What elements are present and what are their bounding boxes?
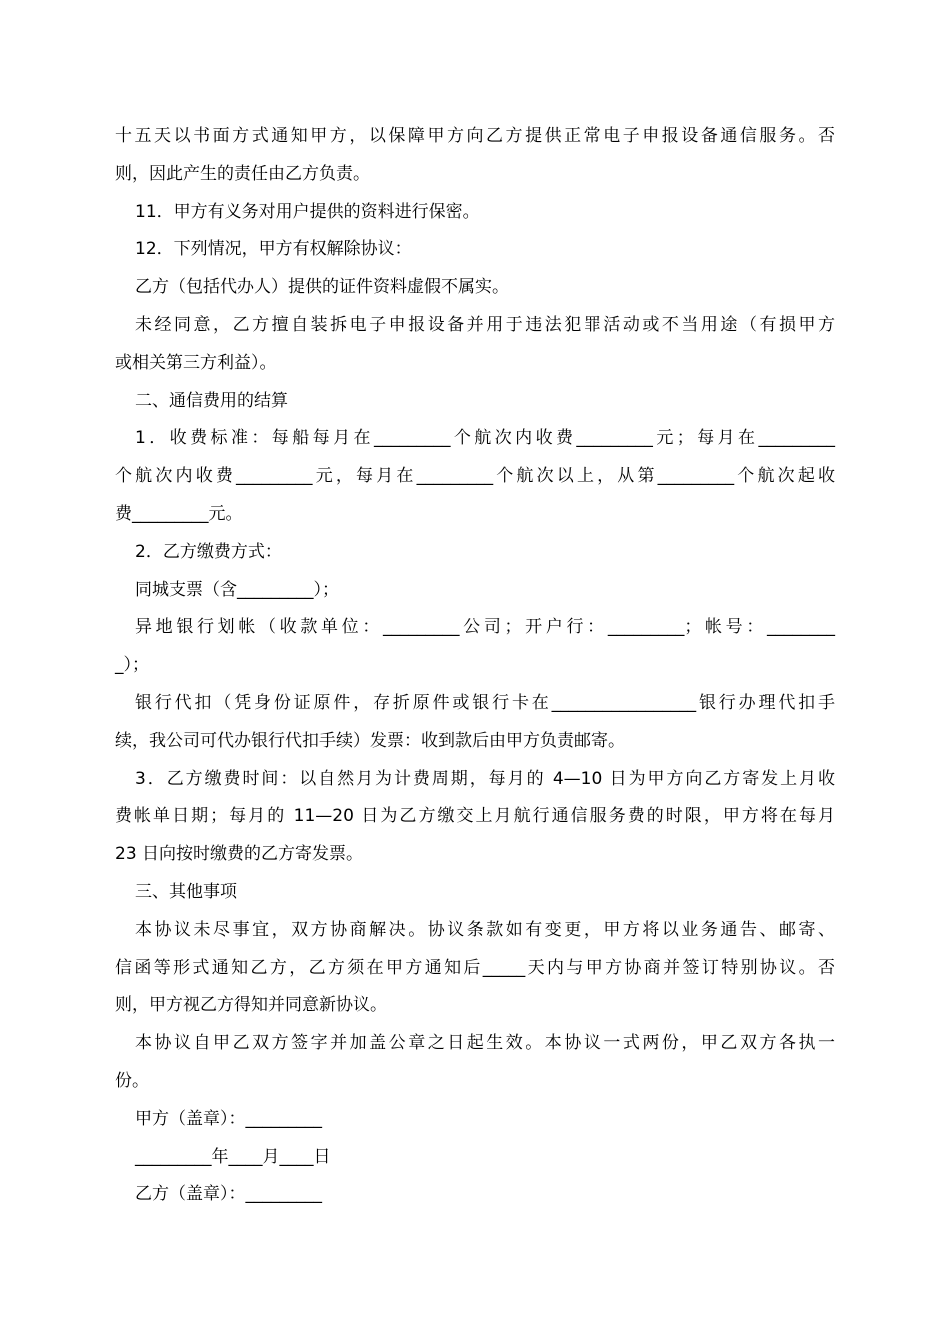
- text-line: [115, 1139, 835, 1177]
- text-line: [115, 269, 835, 307]
- text-line-content: 本协议未尽事宜，双方协商解决。协议条款如有变更，甲方将以业务通告、邮寄、: [135, 919, 835, 940]
- text-line: [115, 761, 835, 799]
- text-line: [115, 458, 835, 496]
- text-line-content: 同城支票（含_________）；: [135, 579, 339, 600]
- text-line-content: _）；: [115, 655, 149, 676]
- text-line-content: 12．下列情况，甲方有权解除协议：: [135, 239, 412, 260]
- text-line: [115, 609, 835, 647]
- document-body: [115, 118, 835, 1214]
- text-line: [115, 231, 835, 269]
- text-line-content: 3．乙方缴费时间：以自然月为计费周期，每月的 4—10 日为甲方向乙方寄发上月收: [135, 768, 835, 789]
- text-line-content: 则，因此产生的责任由乙方负责。: [115, 163, 370, 184]
- text-line-content: 二、通信费用的结算: [135, 390, 288, 411]
- text-line-content: 三、其他事项: [135, 881, 237, 902]
- text-line: [115, 345, 835, 383]
- text-line: [115, 496, 835, 534]
- text-line-content: 异地银行划帐（收款单位：_________公司；开户行：_________；帐号：________: [135, 617, 835, 638]
- text-line: [115, 1101, 835, 1139]
- text-line: [115, 723, 835, 761]
- text-line: [115, 987, 835, 1025]
- text-line-content: 或相关第三方利益）。: [115, 352, 277, 373]
- text-line-content: _________年____月____日: [135, 1146, 331, 1167]
- text-line-content: 乙方（盖章）：_________: [135, 1184, 322, 1205]
- text-line-content: 未经同意，乙方擅自装拆电子申报设备并用于违法犯罪活动或不当用途（有损甲方: [135, 314, 835, 335]
- text-line: [115, 685, 835, 723]
- text-line: [115, 912, 835, 950]
- text-line: [115, 1063, 835, 1101]
- text-line: [115, 1176, 835, 1214]
- text-line-content: 11．甲方有义务对用户提供的资料进行保密。: [135, 201, 480, 222]
- text-line: [115, 572, 835, 610]
- text-line: [115, 874, 835, 912]
- text-line: [115, 836, 835, 874]
- text-line-content: 2．乙方缴费方式：: [135, 541, 282, 562]
- text-line-content: 十五天以书面方式通知甲方，以保障甲方向乙方提供正常电子申报设备通信服务。否: [115, 126, 835, 146]
- text-line: [115, 647, 835, 685]
- text-line: [115, 420, 835, 458]
- text-line-content: 甲方（盖章）：_________: [135, 1108, 322, 1129]
- text-line-content: 1．收费标准：每船每月在_________个航次内收费_________元；每月在_________: [135, 428, 835, 449]
- text-line-content: 信函等形式通知乙方，乙方须在甲方通知后_____天内与甲方协商并签订特别协议。否: [115, 957, 835, 978]
- text-line-content: 个航次内收费_________元，每月在_________个航次以上，从第_________个航次起收: [115, 466, 835, 487]
- text-line: [115, 534, 835, 572]
- text-line-content: 本协议自甲乙双方签字并加盖公章之日起生效。本协议一式两份，甲乙双方各执一: [135, 1033, 835, 1054]
- text-line: [115, 307, 835, 345]
- text-line-content: 乙方（包括代办人）提供的证件资料虚假不属实。: [135, 277, 509, 298]
- text-line-content: 费帐单日期；每月的 11—20 日为乙方缴交上月航行通信服务费的时限，甲方将在每月: [115, 806, 835, 827]
- text-line: [115, 194, 835, 232]
- text-line: [115, 798, 835, 836]
- text-line-content: 23 日向按时缴费的乙方寄发票。: [115, 844, 364, 865]
- text-line-content: 续，我公司可代办银行代扣手续）发票：收到款后由甲方负责邮寄。: [115, 730, 625, 751]
- text-line-content: 则，甲方视乙方得知并同意新协议。: [115, 995, 387, 1016]
- text-line: [115, 383, 835, 421]
- text-line-content: 费_________元。: [115, 503, 243, 524]
- text-line: [115, 118, 835, 156]
- text-line: [115, 156, 835, 194]
- text-line-content: 银行代扣（凭身份证原件，存折原件或银行卡在_________________银行办理代扣手: [135, 692, 835, 713]
- text-line: [115, 1025, 835, 1063]
- text-line: [115, 950, 835, 988]
- text-line-content: 份。: [115, 1070, 149, 1091]
